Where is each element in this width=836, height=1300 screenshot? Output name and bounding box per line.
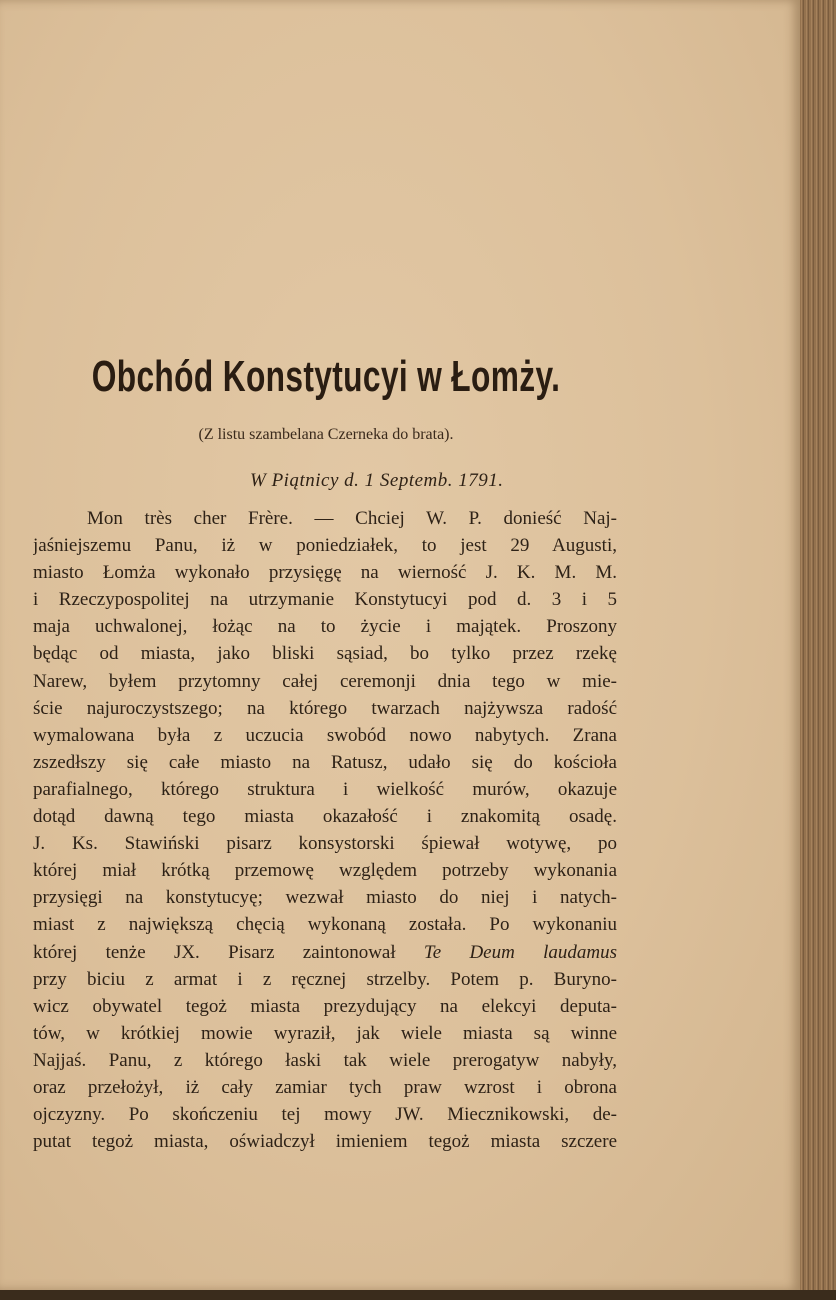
page-subtitle: (Z listu szambelana Czerneka do brata). [198,426,454,443]
text-line: przy biciu z armat i z ręcznej strzelby. Potem p. Buryno- [33,968,617,990]
text-line: putat tegoż miasta, oświadczył imieniem tegoż miasta szczere [33,1131,617,1153]
text-line: Najjaś. Panu, z którego łaski tak wiele prerogatyw nabyły, [33,1049,617,1071]
text-line: dotąd dawną tego miasta okazałość i znakomitą osadę. [33,806,617,828]
text-line: miasto Łomża wykonało przysięgę na wierność J. K. M. M. [33,562,617,584]
text-line: i Rzeczypospolitej na utrzymanie Konstytucyi pod d. 3 i 5 [33,589,617,611]
text-line: której miał krótką przemowę względem potrzeby wykonania [33,860,617,882]
text-line-with-italic [33,939,617,966]
text-line: ście najuroczystszego; na którego twarzach najżywsza radość [33,697,617,719]
text-line: parafialnego, którego struktura i wielkość murów, okazuje [33,778,617,800]
text-line: J. Ks. Stawiński pisarz konsystorski śpiewał wotywę, po [33,833,617,855]
text-line: Mon très cher Frère. — Chciej W. P. donieść Naj- [87,508,617,529]
page-stack-edge [800,0,836,1300]
letter-dateline: W Piątnicy d. 1 Septemb. 1791. [250,470,504,491]
text-line: maja uchwalonej, łożąc na to życie i majątek. Proszony [33,616,617,638]
text-line-start: której tenże JX. Pisarz zaintonował [33,941,396,963]
text-line: jaśniejszemu Panu, iż w poniedziałek, to jest 29 Augusti, [33,535,617,557]
text-line: będąc od miasta, jako bliski sąsiad, bo tylko przez rzekę [33,643,617,665]
text-line: oraz przełożył, iż cały zamiar tych praw wzrost i obrona [33,1076,617,1098]
text-line: wymalowana była z uczucia swobód nowo nabytych. Zrana [33,724,617,746]
text-line: Narew, byłem przytomny całej ceremonji dnia tego w mie- [33,670,617,692]
text-line: wicz obywatel tegoż miasta prezydujący na elekcyi deputa- [33,995,617,1017]
text-line: ojczyzny. Po skończeniu tej mowy JW. Miecznikowski, de- [33,1104,617,1126]
text-line: przysięgi na konstytucyę; wezwał miasto do niej i natych- [33,887,617,909]
text-line: tów, w krótkiej mowie wyraził, jak wiele miasta są winne [33,1022,617,1044]
text-line: miast z największą chęcią wykonaną została. Po wykonaniu [33,914,617,936]
page-bottom-edge [0,1290,836,1300]
italic-phrase: Te Deum laudamus [423,941,617,963]
letter-body [33,505,617,1155]
text-line: zszedłszy się całe miasto na Ratusz, udało się do kościoła [33,751,617,773]
page-title: Obchód Konstytucyi w Łomży. [91,352,561,401]
